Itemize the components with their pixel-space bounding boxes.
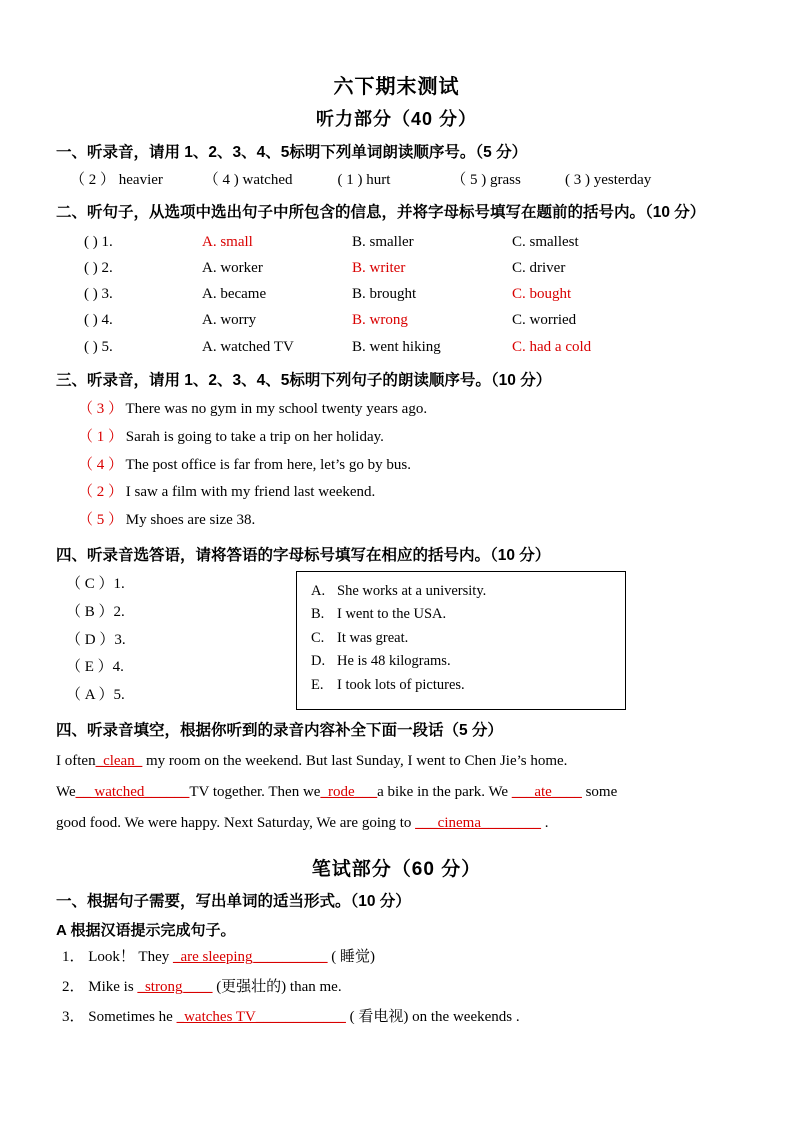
table-row <box>56 255 737 281</box>
list-item <box>338 168 448 192</box>
answer-bracket[interactable]: （ E ）4. <box>66 659 124 676</box>
table-row <box>56 281 737 307</box>
cloze-blank[interactable]: __ watched______ <box>75 783 190 800</box>
cloze-line <box>56 808 737 839</box>
cloze-blank[interactable]: ___cinema________ <box>415 814 541 831</box>
list-item <box>451 168 561 192</box>
list-item <box>311 627 613 650</box>
text: I often <box>56 753 96 769</box>
sentence-text: My shoes are size 38. <box>125 512 256 528</box>
options-box <box>296 571 626 710</box>
section-1-heading: 一、听录音，请用 1、2、3、4、5标明下列单词朗读顺序号。（5 分） <box>56 144 528 161</box>
word: watched <box>242 172 293 189</box>
option-label: B. <box>311 606 325 623</box>
section-3-heading: 三、听录音，请用 1、2、3、4、5标明下列句子的朗读顺序号。（10 分） <box>56 371 552 389</box>
text: a bike in the park. We <box>377 783 509 800</box>
sentence-text: There was no gym in my school twenty years ago. <box>125 401 428 417</box>
question-item <box>56 1002 737 1032</box>
list-item <box>56 396 737 424</box>
option-label: A. <box>311 583 326 599</box>
question-number: 3． <box>62 1008 85 1025</box>
word: heavier <box>118 172 163 189</box>
order-mark: （ 4 ) <box>203 172 239 189</box>
question-item <box>56 942 737 972</box>
list-item <box>56 507 737 535</box>
section-4-body <box>56 571 737 710</box>
order-mark[interactable]: （ 4 ） <box>78 456 124 473</box>
order-mark: （ 5 ) <box>451 172 487 189</box>
option-a[interactable]: A. became <box>202 286 267 302</box>
option-c[interactable]: C. smallest <box>512 233 579 250</box>
answer-blank[interactable]: _watches TV____________ <box>176 1008 346 1025</box>
answer-bracket[interactable]: （ B ）2. <box>66 603 125 620</box>
order-mark[interactable]: （ 1 ） <box>78 428 124 445</box>
answer-bracket[interactable]: ( ) 1. <box>84 233 113 250</box>
answer-bracket[interactable]: ( ) 3. <box>84 286 113 302</box>
section-1-items <box>56 168 737 192</box>
list-item <box>56 479 737 507</box>
option-c[interactable]: C. driver <box>512 259 566 276</box>
list-item <box>311 650 613 673</box>
written-section-1-heading: 一、根据句子需要，写出单词的适当形式。（10 分） <box>56 893 411 911</box>
order-mark[interactable]: （ 5 ） <box>78 512 124 528</box>
table-row <box>56 229 737 255</box>
text: . <box>544 814 549 831</box>
order-mark[interactable]: （ 3 ） <box>78 401 124 417</box>
answer-blank[interactable]: _are sleeping__________ <box>172 948 328 965</box>
option-b[interactable]: B. wrong <box>352 312 408 329</box>
option-label: D. <box>311 653 326 670</box>
text: good food. We were happy. Next Saturday, We are going to <box>56 814 412 831</box>
written-part-title: 笔试部分（60 分） <box>311 859 482 881</box>
option-b[interactable]: B. brought <box>352 286 417 302</box>
sentence-text: I saw a film with my friend last weekend. <box>125 484 376 501</box>
sentence-text: The post office is far from here, let’s go by bus. <box>125 456 411 473</box>
answer-bracket[interactable]: （ A ）5. <box>66 687 125 703</box>
list-item <box>311 580 613 603</box>
answer-blank[interactable]: _strong____ <box>137 978 213 995</box>
list-item <box>204 168 334 192</box>
question-number: 1． <box>62 948 85 965</box>
sentence-text: Sarah is going to take a trip on her holiday. <box>125 428 384 445</box>
cloze-paragraph <box>56 746 737 838</box>
option-c[interactable]: C. had a cold <box>512 338 592 355</box>
option-c[interactable]: C. bought <box>512 286 572 302</box>
option-text: He is 48 kilograms. <box>337 653 451 670</box>
cloze-line <box>56 746 737 777</box>
list-item <box>56 452 737 480</box>
option-label: C. <box>311 629 325 646</box>
cloze-blank[interactable]: ___ate____ <box>511 783 582 800</box>
answer-bracket[interactable]: （ D ）3. <box>66 631 126 648</box>
answer-bracket[interactable]: ( ) 4. <box>84 312 113 329</box>
word: hurt <box>366 172 391 189</box>
option-b[interactable]: B. smaller <box>352 233 414 250</box>
option-text: I took lots of pictures. <box>337 676 465 693</box>
option-b[interactable]: B. writer <box>352 259 406 276</box>
answer-bracket[interactable]: （ C ）1. <box>66 576 125 592</box>
answer-bracket[interactable]: ( ) 5. <box>84 338 113 355</box>
question-item <box>56 972 737 1002</box>
option-a[interactable]: A. worry <box>202 312 257 329</box>
listening-part-title: 听力部分（40 分） <box>315 109 478 129</box>
question-number: 2． <box>62 978 85 995</box>
order-mark: ( 3 ) <box>565 172 590 189</box>
hint: ( 看电视) on the weekends . <box>349 1008 520 1025</box>
text: Look！ They <box>88 948 170 965</box>
text: TV together. Then we <box>189 783 321 800</box>
hint: ( 睡觉) <box>331 948 376 965</box>
option-c[interactable]: C. worried <box>512 312 577 329</box>
order-mark[interactable]: （ 2 ） <box>78 484 124 501</box>
word: yesterday <box>593 172 652 189</box>
option-b[interactable]: B. went hiking <box>352 338 441 355</box>
order-mark: ( 1 ) <box>337 172 363 189</box>
option-label: E. <box>311 676 324 693</box>
cloze-line <box>56 777 737 808</box>
order-mark: （ 2 ） <box>70 172 116 189</box>
text: We <box>56 783 76 800</box>
hint: (更强壮的) than me. <box>216 978 342 995</box>
answer-bracket[interactable]: ( ) 2. <box>84 259 113 276</box>
text: Sometimes he <box>88 1008 173 1025</box>
written-sub-heading: A 根据汉语提示完成句子。 <box>56 921 236 939</box>
list-item <box>311 603 613 626</box>
word: grass <box>490 172 521 189</box>
text: some <box>585 783 618 800</box>
list-item <box>311 674 613 697</box>
table-row <box>56 307 737 333</box>
answer-bracket-list <box>56 571 296 710</box>
cloze-blank[interactable]: _rode___ <box>320 783 378 800</box>
list-item <box>56 424 737 452</box>
option-a[interactable]: A. watched TV <box>202 338 294 355</box>
section-2-heading: 二、听句子，从选项中选出句子中所包含的信息，并将字母标号填写在题前的括号内。（10 分） <box>56 204 706 222</box>
list-item <box>70 168 200 192</box>
cloze-blank[interactable]: _clean_ <box>95 753 143 769</box>
option-a[interactable]: A. small <box>202 233 253 250</box>
section-4-heading: 四、听录音选答语，请将答语的字母标号填写在相应的括号内。（10 分） <box>56 546 551 564</box>
text: Mike is <box>88 978 134 995</box>
option-text: She works at a university. <box>337 583 487 599</box>
option-text: I went to the USA. <box>337 606 447 623</box>
page-title: 六下期末测试 <box>333 76 460 98</box>
text: my room on the weekend. But last Sunday, I went to Chen Jie’s home. <box>145 753 568 769</box>
option-a[interactable]: A. worker <box>202 259 263 276</box>
option-text: It was great. <box>337 629 409 646</box>
list-item <box>565 168 651 192</box>
table-row <box>56 334 737 360</box>
section-5-heading: 四、听录音填空，根据你听到的录音内容补全下面一段话（5 分） <box>56 721 503 739</box>
